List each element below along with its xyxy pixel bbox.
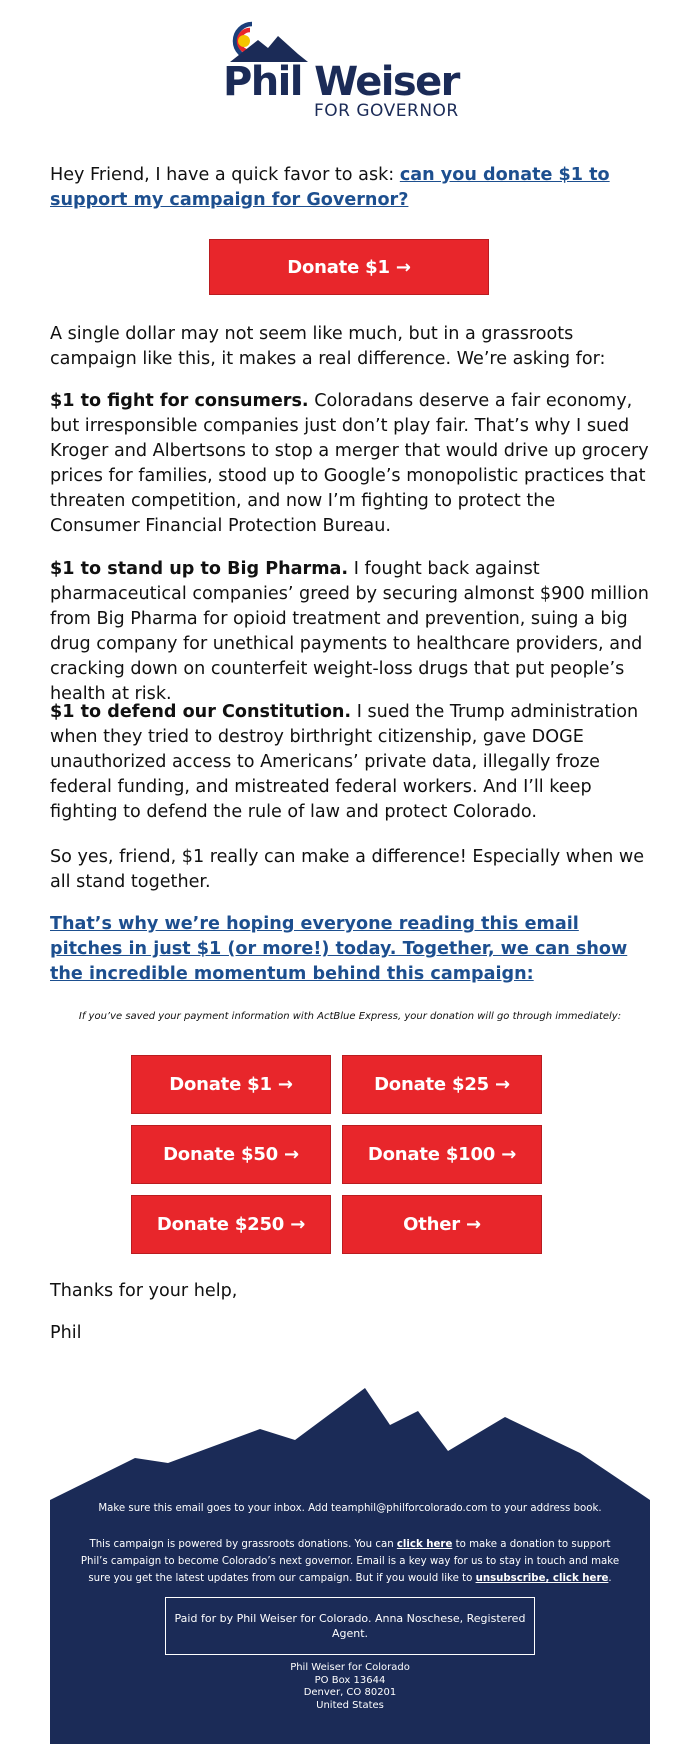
donate-50-button[interactable]: Donate $50 →	[131, 1125, 331, 1184]
donate-100-button[interactable]: Donate $100 →	[342, 1125, 542, 1184]
actblue-note: If you’ve saved your payment information with ActBlue Express, your donation will go through immediately:	[78, 1011, 622, 1022]
address-line: Phil Weiser for Colorado	[290, 1662, 410, 1673]
address-line: United States	[316, 1699, 384, 1711]
footer-inbox-note: Make sure this email goes to your inbox. Add teamphil@philforcolorado.com to your address book.	[98, 1503, 602, 1514]
footer-powered-pre: This campaign is powered by grassroots donations. You can	[89, 1539, 397, 1550]
footer-powered-end: .	[608, 1573, 612, 1584]
paragraph-together: So yes, friend, $1 really can make a difference! Especially when we all stand together.	[50, 847, 645, 892]
logo-name: Phil Weiser	[223, 59, 459, 105]
campaign-logo	[222, 18, 482, 122]
donate-25-button[interactable]: Donate $25 →	[342, 1055, 542, 1114]
donate-1-button[interactable]: Donate $1 →	[131, 1055, 331, 1114]
donate-1-main-button[interactable]: Donate $1 →	[209, 239, 489, 295]
colorado-mountain-logo-icon	[222, 18, 308, 62]
footer-address	[0, 1662, 700, 1712]
consumers-text: Coloradans deserve a fair economy, but irresponsible companies just don’t play fair. That’s why I sued Kroger and Albertsons to stop a merger that would drive up grocery prices for families, stood up to Google’s monopolistic practices that threaten competition, and now I’m fighting to protect the Consumer Financial Protection Bureau.	[50, 391, 649, 536]
footer-powered-note	[80, 1536, 620, 1587]
intro-paragraph	[50, 163, 650, 213]
constitution-heading: $1 to defend our Constitution.	[50, 702, 352, 722]
logo-subtitle: FOR GOVERNOR	[314, 101, 459, 121]
address-line: Denver, CO 80201	[303, 1687, 397, 1698]
cta-paragraph	[50, 912, 650, 987]
address-line: PO Box 13644	[314, 1674, 386, 1686]
footer-powered-mid: to make a donation to support Phil’s campaign to become Colorado’s next governor. Email is a key way for us to stay in touch and make sure you get the latest updates from our campaign. But if you would like to	[80, 1539, 620, 1584]
paragraph-constitution	[50, 700, 650, 825]
pharma-heading: $1 to stand up to Big Pharma.	[50, 559, 349, 579]
footer-donate-link[interactable]: click here	[396, 1539, 453, 1550]
thanks-text: Thanks for your help,	[50, 1281, 238, 1301]
cta-donate-link[interactable]: That’s why we’re hoping everyone reading this email pitches in just $1 (or more!) today. Together, we can show the incredible momentum behind this campaign:	[50, 914, 628, 984]
donate-other-button[interactable]: Other →	[342, 1195, 542, 1254]
donate-250-button[interactable]: Donate $250 →	[131, 1195, 331, 1254]
intro-text: Hey Friend, I have a quick favor to ask:	[50, 165, 400, 185]
consumers-heading: $1 to fight for consumers.	[50, 391, 309, 411]
paid-for-disclaimer: Paid for by Phil Weiser for Colorado. Anna Noschese, Registered Agent.	[165, 1597, 535, 1655]
paragraph-consumers	[50, 389, 650, 539]
signature: Phil	[50, 1323, 82, 1343]
paragraph-single-dollar: A single dollar may not seem like much, but in a grassroots campaign like this, it makes a real difference. We’re asking for:	[50, 324, 606, 369]
intro-donate-link[interactable]: can you donate $1 to support my campaign for Governor?	[50, 165, 610, 210]
pharma-text: I fought back against pharmaceutical companies’ greed by securing almonst $900 million from Big Pharma for opioid treatment and prevention, suing a big drug company for unethical payments to healthcare providers, and cracking down on counterfeit weight-loss drugs that put people’s health at risk.	[50, 559, 649, 704]
paragraph-big-pharma	[50, 557, 650, 707]
footer-unsubscribe-link[interactable]: unsubscribe, click here	[475, 1573, 609, 1584]
constitution-text: I sued the Trump administration when they tried to destroy birthright citizenship, gave DOGE unauthorized access to Americans’ private data, illegally froze federal funding, and mistreated federal workers. And I’ll keep fighting to defend the rule of law and protect Colorado.	[50, 702, 639, 822]
